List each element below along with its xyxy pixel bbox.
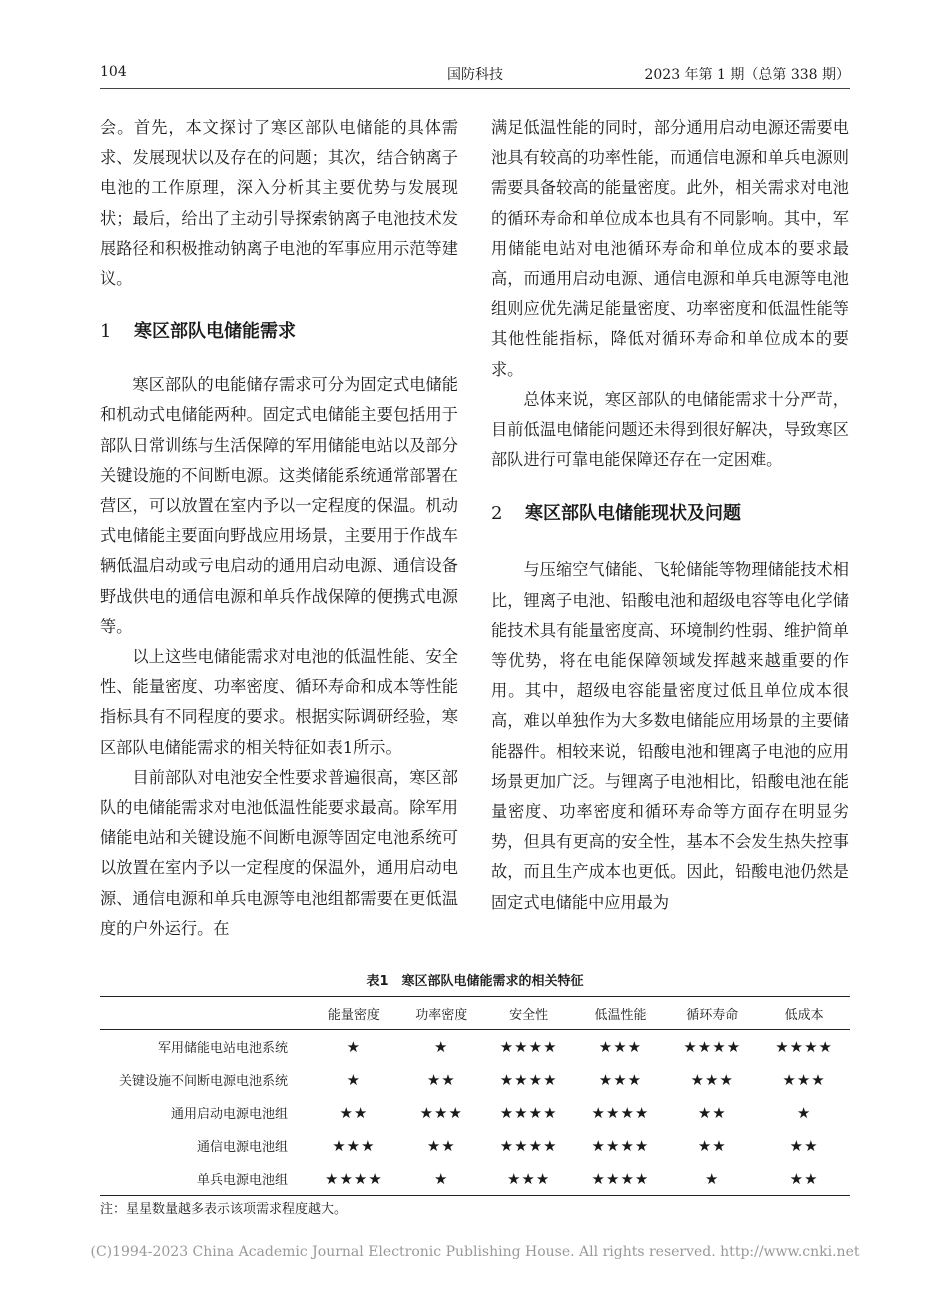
star-rating: ★ (705, 1169, 720, 1188)
requirements-table (100, 996, 850, 1196)
left-column (100, 113, 458, 944)
star-rating: ★ (346, 1037, 362, 1056)
continued-paragraph: 满足低温性能的同时，部分通用启动电源还需要电池具有较高的功率性能，而通信电源和单兵电源则需要具备较高的能量密度。此外，相关需求对电池的循环寿命和单位成本也具有不同影响。其中，军用储能电站对电池循环寿命和单位成本的要求最高，而通用启动电源、通信电源和单兵电源等电池组则应优先满足能量密度、功率密度和低温性能等其他性能指标，降低对循环寿命和单位成本的要求。 (491, 118, 849, 379)
row-label: 单兵电源电池组 (196, 1173, 288, 1188)
column-header: 低温性能 (575, 997, 667, 1030)
column-header: 功率密度 (400, 997, 483, 1030)
star-rating: ★★★★ (499, 1103, 558, 1122)
body-paragraph: 目前部队对电池安全性要求普遍很高，寒区部队的电储能需求对电池低温性能要求最高。除军用储能电站和关键设施不间断电源等固定电池系统可以放置在室内予以一定程度的保温外，通用启动电源、通信电源和单兵电源等电池组都需要在更低温度的户外运行。在 (100, 767, 458, 938)
star-rating: ★★★ (506, 1169, 551, 1188)
star-rating: ★★★★ (591, 1169, 650, 1188)
table-note: 注：星星数量越多表示该项需求程度越大。 (100, 1202, 348, 1217)
journal-name: 国防科技 (447, 67, 503, 83)
table-row (100, 1030, 850, 1064)
body-paragraph: 寒区部队的电能储存需求可分为固定式电储能和机动式电储能两种。固定式电储能主要包括用于部队日常训练与生活保障的军用储能电站以及部分关键设施的不间断电源。这类储能系统通常部署在营区，可以放置在室内予以一定程度的保温。机动式电储能主要面向野战应用场景，主要用于作战车辆低温启动或亏电启动的通用启动电源、通信设备野战供电的通信电源和单兵作战保障的便携式电源等。 (100, 375, 458, 636)
section-2-heading (491, 501, 849, 527)
row-label: 军用储能电站电池系统 (157, 1041, 288, 1056)
issue-info: 2023 年第 1 期（总第 338 期） (644, 67, 850, 83)
star-rating: ★★★ (690, 1070, 734, 1089)
row-label: 关键设施不间断电源电池系统 (118, 1074, 288, 1089)
running-header (100, 60, 850, 89)
star-rating: ★★★ (598, 1037, 643, 1056)
body-paragraph: 以上这些电储能需求对电池的低温性能、安全性、能量密度、功率密度、循环寿命和成本等性能指标具有不同程度的要求。根据实际调研经验，寒区部队电储能需求的相关特征如表1所示。 (100, 647, 458, 757)
star-rating: ★★★★ (499, 1136, 558, 1155)
column-header: 低成本 (758, 997, 850, 1030)
star-rating: ★ (346, 1070, 362, 1089)
star-rating: ★ (796, 1103, 812, 1122)
star-rating: ★ (434, 1169, 449, 1188)
star-rating: ★★★★ (591, 1103, 650, 1122)
copyright-footer: (C)1994-2023 China Academic Journal Electronic Publishing House. All rights reserved. http://www.cnki.net (90, 1244, 860, 1260)
column-header: 能量密度 (308, 997, 400, 1030)
table-row (100, 1129, 850, 1162)
star-rating: ★★★ (332, 1136, 376, 1155)
body-paragraph: 与压缩空气储能、飞轮储能等物理储能技术相比，锂离子电池、铅酸电池和超级电容等电化学储能技术具有能量密度高、环境制约性弱、维护简单等优势，将在电能保障领域发挥越来越重要的作用。其中，超级电容能量密度过低且单位成本很高，难以单独作为大多数电储能应用场景的主要储能器件。相较来说，铅酸电池和锂离子电池的应用场景更加广泛。与锂离子电池相比，铅酸电池在能量密度、功率密度和循环寿命等方面存在明显劣势，但具有更高的安全性，基本不会发生热失控事故，而且生产成本也更低。因此，铅酸电池仍然是固定式电储能中应用最为 (491, 560, 849, 912)
table-row (100, 1162, 850, 1196)
star-rating: ★★★★ (325, 1169, 383, 1188)
row-label: 通用启动电源电池组 (170, 1107, 288, 1122)
column-header: 循环寿命 (666, 997, 758, 1030)
star-rating: ★ (434, 1037, 449, 1056)
star-rating: ★★★★ (591, 1136, 650, 1155)
section-1-number: 1 (100, 321, 112, 343)
table-caption: 表1 寒区部队电储能需求的相关特征 (366, 974, 584, 989)
table-row (100, 1063, 850, 1096)
row-label: 通信电源电池组 (196, 1140, 288, 1155)
star-rating: ★★ (426, 1070, 456, 1089)
section-1-heading (100, 319, 458, 345)
summary-paragraph: 总体来说，寒区部队的电储能需求十分严苛，目前低温电储能问题还未得到很好解决，导致寒区部队进行可靠电能保障还存在一定困难。 (491, 389, 849, 470)
star-rating: ★★★ (598, 1070, 643, 1089)
section-2-number: 2 (491, 503, 503, 525)
section-2-title: 寒区部队电储能现状及问题 (525, 503, 741, 525)
table-header-row (100, 997, 850, 1030)
star-rating: ★★★ (419, 1103, 463, 1122)
star-rating: ★★ (426, 1136, 456, 1155)
column-header: 安全性 (483, 997, 575, 1030)
section-1-title: 寒区部队电储能需求 (134, 321, 296, 343)
star-rating: ★★ (697, 1103, 727, 1122)
star-rating: ★★ (339, 1103, 369, 1122)
star-rating: ★★ (789, 1169, 819, 1188)
table-row (100, 1096, 850, 1129)
star-rating: ★★★★ (683, 1037, 742, 1056)
table-corner-cell (100, 997, 308, 1030)
star-rating: ★★★★ (499, 1037, 558, 1056)
page-number: 104 (100, 64, 127, 80)
star-rating: ★★★★ (775, 1037, 833, 1056)
star-rating: ★★★ (782, 1070, 826, 1089)
star-rating: ★★ (789, 1136, 819, 1155)
star-rating: ★★ (697, 1136, 727, 1155)
intro-paragraph: 会。首先，本文探讨了寒区部队电储能的具体需求、发展现状以及存在的问题；其次，结合钠离子电池的工作原理，深入分析其主要优势与发展现状；最后，给出了主动引导探索钠离子电池技术发展路径和积极推动钠离子电池的军事应用示范等建议。 (100, 118, 458, 289)
right-column (491, 113, 849, 918)
star-rating: ★★★★ (499, 1070, 558, 1089)
